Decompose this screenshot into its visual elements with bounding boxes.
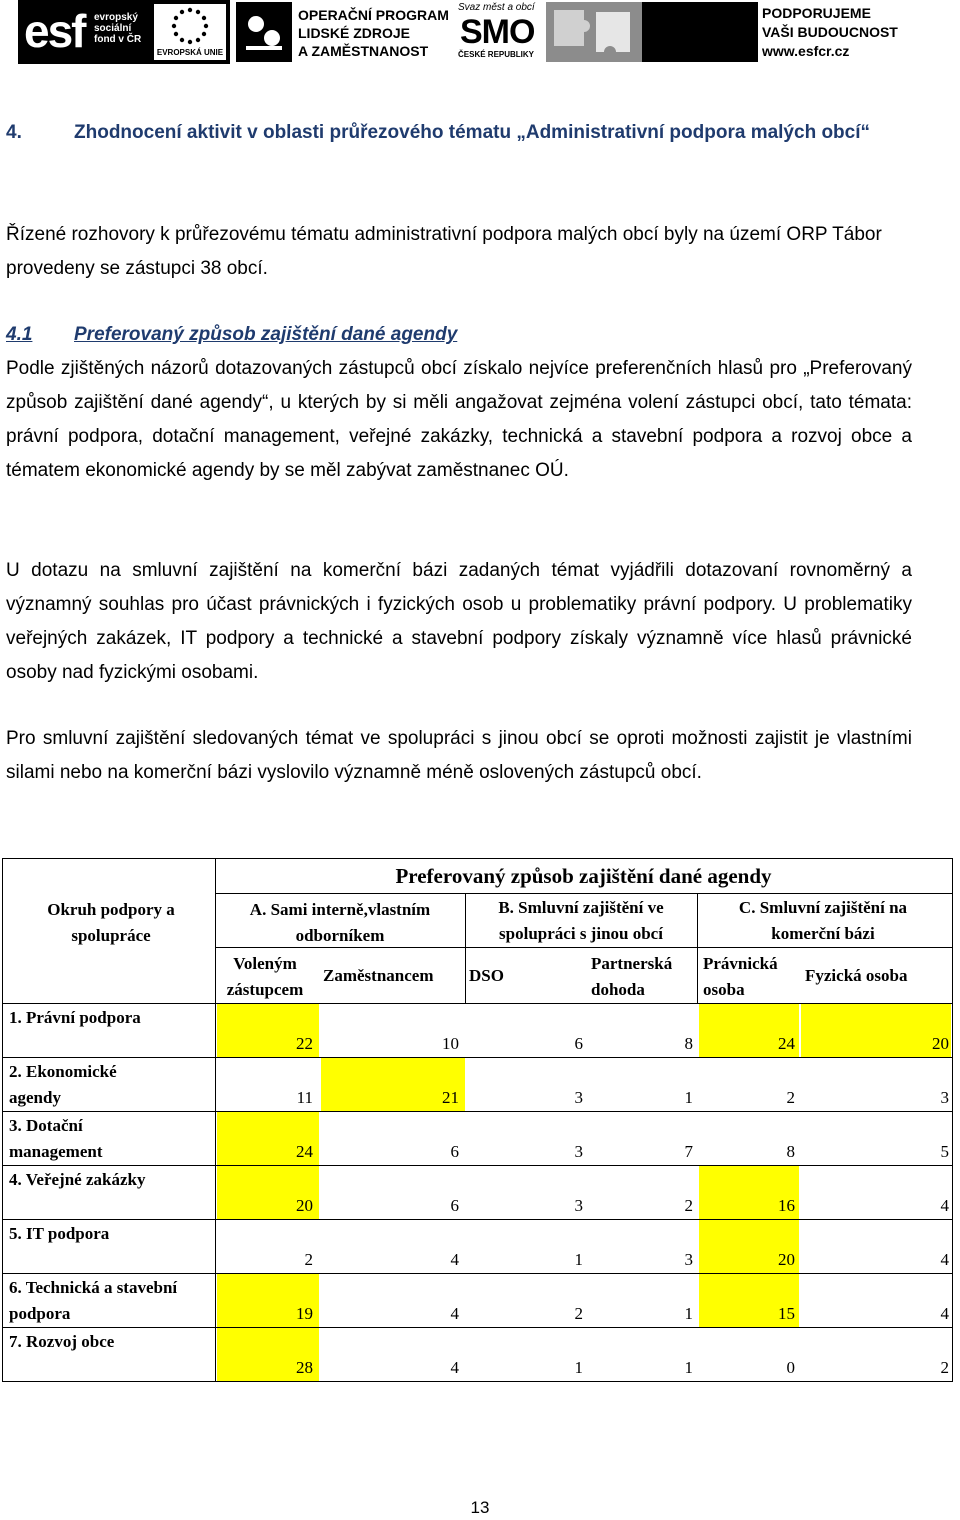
- grid-line: [215, 893, 952, 894]
- value-cell: 22: [296, 1034, 313, 1053]
- grid-line: [215, 859, 216, 1381]
- subsection-title: Preferovaný způsob zajištění dané agendy: [74, 324, 458, 345]
- value-cell: 20: [296, 1196, 313, 1215]
- value-cell: 1: [684, 1358, 693, 1377]
- col-header-zamestnanec: Zaměstnancem: [323, 966, 434, 985]
- value-cell: 3: [684, 1250, 693, 1269]
- eu-label: EVROPSKÁ UNIE: [156, 48, 224, 57]
- value-cell: 20: [778, 1250, 795, 1269]
- grid-line: [3, 1165, 952, 1166]
- value-cell: 4: [450, 1358, 459, 1377]
- paragraph-1: Podle zjištěných názorů dotazovaných zástupců obcí získalo nejvíce preferenčních hlasů pro „Preferovaný způsob zajištění dané agendy“, u kterých by si měli angažovat zejména volení zástupci obcí, tato témata: právní podpora, dotační management, veřejné zakázky, technická a stavební podpora a rozvoj obce a tématem ekonomické agendy by se měl zabývat zaměstnanec OÚ.: [6, 358, 912, 481]
- row-label: 4. Veřejné zakázky: [9, 1170, 146, 1189]
- value-cell: 15: [778, 1304, 795, 1323]
- grid-line: [697, 893, 698, 1003]
- value-cell: 5: [940, 1142, 949, 1161]
- value-cell: 4: [940, 1250, 949, 1269]
- op-lz-text: [298, 6, 449, 60]
- value-cell: 28: [296, 1358, 313, 1377]
- row-label: 7. Rozvoj obce: [9, 1332, 115, 1351]
- paragraph-2: U dotazu na smluvní zajištění na komerční bázi zadaných témat vyjádřili dotazovaní rovnoměrný a významný souhlas pro účast právnických i fyzických osob u problematiky právní podpory. U problematiky veřejných zakázek, IT podpory a technické a stavební podpory získaly významně více hlasů právnické osoby nad fyzickými osobami.: [6, 560, 912, 683]
- puzzle-icon: [546, 2, 642, 62]
- esfcr-url: www.esfcr.cz: [762, 43, 850, 59]
- value-cell: 2: [574, 1304, 583, 1323]
- value-cell: 1: [684, 1304, 693, 1323]
- row-label: 5. IT podpora: [9, 1224, 110, 1243]
- smo-top-text: Svaz měst a obcí: [458, 2, 535, 13]
- smo-logo: [456, 0, 544, 64]
- intro-paragraph: Řízené rozhovory k průřezovému tématu administrativní podpora malých obcí byly na území ORP Tábor provedeny se zástupci 38 obcí.: [6, 224, 882, 279]
- esfcr-line: VAŠI BUDOUCNOST: [762, 24, 898, 40]
- col-header-pravnicka: Právnická osoba: [703, 954, 778, 999]
- grid-line: [3, 1003, 952, 1004]
- grid-line: [3, 1273, 952, 1274]
- eu-stars-icon: [168, 6, 212, 46]
- esf-logo: [18, 0, 230, 64]
- value-cell: 7: [684, 1142, 693, 1161]
- value-cell: 8: [786, 1142, 795, 1161]
- value-cell: 20: [932, 1034, 949, 1053]
- value-cell: 11: [296, 1088, 313, 1107]
- value-cell: 4: [450, 1250, 459, 1269]
- value-cell: 4: [940, 1196, 949, 1215]
- page-number: 13: [470, 1498, 490, 1517]
- value-cell: 2: [684, 1196, 693, 1215]
- esf-subtitle-line: evropský: [94, 12, 138, 23]
- col-header-fyzicka: Fyzická osoba: [805, 966, 908, 985]
- esfcr-line: PODPORUJEME: [762, 5, 871, 21]
- grid-line: [465, 893, 466, 1003]
- section-title: Zhodnocení aktivit v oblasti průřezového tématu „Administrativní podpora malých obcí“: [74, 122, 871, 143]
- esf-wordmark: esf: [24, 5, 85, 57]
- op-mark-icon: [236, 2, 292, 62]
- esf-subtitle-line: fond v ČR: [94, 34, 142, 45]
- eu-flag-logo: [154, 4, 226, 60]
- obce-sobe-logo: [546, 2, 758, 62]
- group-b-header: B. Smluvní zajištění ve spolupráci s jinou obcí: [498, 898, 664, 943]
- op-line: A ZAMĚSTNANOST: [298, 43, 429, 59]
- row-header: Okruh podpory a spolupráce: [47, 900, 175, 945]
- value-cell: 1: [574, 1358, 583, 1377]
- op-line: LIDSKÉ ZDROJE: [298, 25, 411, 41]
- value-cell: 3: [574, 1088, 583, 1107]
- grid-line: [3, 1057, 952, 1058]
- op-lz-logo: [234, 0, 450, 64]
- logo-banner: [18, 0, 898, 66]
- row-label: 2. Ekonomické agendy: [9, 1062, 117, 1107]
- op-line: OPERAČNÍ PROGRAM: [298, 7, 449, 23]
- section-number: 4.: [6, 122, 22, 143]
- paragraph-3: Pro smluvní zajištění sledovaných témat ve spolupráci s jinou obcí se oproti možnosti zajistit je vlastními silami nebo na komerční bázi vyslovilo významně méně oslovených zástupců obcí.: [6, 728, 912, 783]
- obce-sobe-text: OBCE SOBĚ: [649, 23, 746, 40]
- value-cell: 10: [442, 1034, 459, 1053]
- value-cell: 6: [450, 1142, 459, 1161]
- esf-subtitle: [94, 12, 154, 45]
- smo-wordmark: SMO: [460, 13, 535, 51]
- value-cell: 0: [786, 1358, 795, 1377]
- value-cell: 6: [450, 1196, 459, 1215]
- value-cell: 24: [778, 1034, 795, 1053]
- value-cell: 3: [940, 1088, 949, 1107]
- value-cell: 19: [296, 1304, 313, 1323]
- value-cell: 2: [940, 1358, 949, 1377]
- value-cell: 2: [304, 1250, 313, 1269]
- value-cell: 21: [442, 1088, 459, 1107]
- group-c-header: C. Smluvní zajištění na komerční bázi: [738, 898, 908, 943]
- value-cell: 1: [684, 1088, 693, 1107]
- grid-line: [3, 1111, 952, 1112]
- value-cell: 3: [574, 1196, 583, 1215]
- esfcr-logo: [762, 2, 898, 62]
- esf-subtitle-line: sociální: [94, 23, 132, 34]
- col-header-partnerska: Partnerská dohoda: [591, 954, 673, 999]
- value-cell: 3: [574, 1142, 583, 1161]
- col-header-voleny: Voleným zástupcem: [226, 954, 304, 999]
- value-cell: 2: [786, 1088, 795, 1107]
- col-header-dso: DSO: [469, 966, 504, 985]
- table-title: Preferovaný způsob zajištění dané agendy: [395, 864, 772, 888]
- grid-line: [3, 1219, 952, 1220]
- row-label: 1. Právní podpora: [9, 1008, 141, 1027]
- preference-table: [2, 858, 953, 1382]
- value-cell: 4: [940, 1304, 949, 1323]
- value-cell: 16: [778, 1196, 795, 1215]
- value-cell: 8: [684, 1034, 693, 1053]
- value-cell: 4: [450, 1304, 459, 1323]
- value-cell: 1: [574, 1250, 583, 1269]
- smo-bottom-text: ČESKÉ REPUBLIKY: [458, 50, 535, 59]
- subsection-number: 4.1: [6, 324, 33, 345]
- row-label: 6. Technická a stavební podpora: [9, 1278, 178, 1323]
- value-cell: 6: [574, 1034, 583, 1053]
- row-label: 3. Dotační management: [9, 1116, 103, 1161]
- group-a-header: A. Sami interně,vlastním odborníkem: [249, 900, 431, 945]
- grid-line: [3, 1327, 952, 1328]
- value-cell: 24: [296, 1142, 313, 1161]
